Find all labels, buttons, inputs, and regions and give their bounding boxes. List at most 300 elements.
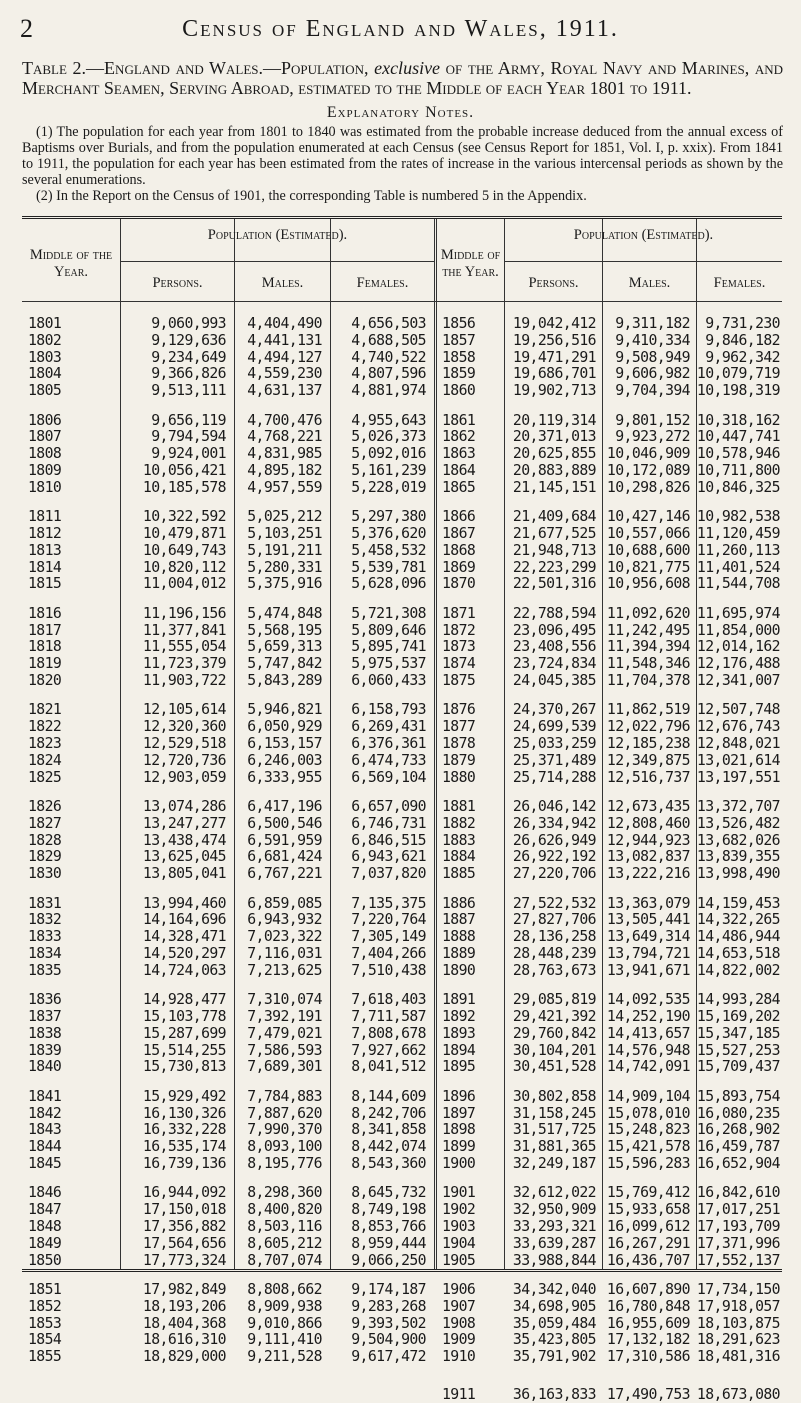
persons-cell: 29,760,842 — [512, 1024, 596, 1042]
females-cell: 13,839,355 — [696, 848, 780, 866]
males-cell: 7,990,370 — [247, 1121, 322, 1139]
year-cell: 1876 — [442, 701, 476, 719]
year-cell: 1852 — [28, 1297, 62, 1315]
males-cell: 7,023,322 — [247, 928, 322, 946]
females-cell: 6,376,361 — [351, 735, 426, 752]
females-cell: 15,347,185 — [696, 1024, 780, 1042]
persons-cell: 25,371,489 — [512, 751, 596, 769]
year-cell: 1818 — [28, 638, 62, 656]
persons-cell: 9,060,993 — [151, 315, 226, 332]
females-cell: 9,962,342 — [705, 348, 780, 366]
males-cell: 5,375,916 — [247, 575, 322, 593]
year-cell: 1865 — [442, 478, 476, 496]
page-header — [20, 14, 781, 44]
persons-cell: 16,944,092 — [142, 1184, 226, 1202]
females-cell: 5,376,620 — [351, 525, 426, 542]
males-cell: 10,172,089 — [606, 462, 690, 479]
year-cell: 1842 — [28, 1104, 62, 1122]
year-cell: 1890 — [442, 961, 476, 979]
males-cell: 6,050,929 — [247, 718, 322, 736]
persons-cell: 10,322,592 — [142, 508, 226, 526]
females-cell: 10,447,741 — [696, 428, 780, 446]
year-cell: 1883 — [442, 831, 476, 849]
year-cell: 1808 — [28, 445, 62, 463]
year-cell: 1872 — [442, 621, 476, 639]
year-cell: 1805 — [28, 382, 62, 400]
persons-cell: 15,514,255 — [142, 1041, 226, 1059]
persons-cell: 10,479,871 — [142, 525, 226, 542]
females-cell: 5,895,741 — [351, 638, 426, 656]
persons-cell: 12,720,736 — [142, 751, 226, 769]
females-cell: 10,711,800 — [696, 462, 780, 479]
year-cell: 1855 — [28, 1348, 62, 1366]
females-cell: 7,927,662 — [351, 1041, 426, 1059]
persons-cell: 32,249,187 — [512, 1155, 596, 1172]
year-cell: 1897 — [442, 1104, 476, 1122]
males-cell: 6,153,157 — [247, 735, 322, 752]
year-cell: 1902 — [442, 1201, 476, 1219]
explanatory-notes — [22, 124, 783, 204]
females-cell: 9,731,230 — [705, 315, 780, 332]
males-cell: 13,363,079 — [606, 894, 690, 912]
males-cell: 10,688,600 — [606, 541, 690, 559]
females-cell: 18,291,623 — [696, 1331, 780, 1349]
males-cell: 17,490,753 — [606, 1385, 690, 1403]
persons-cell: 33,293,321 — [512, 1218, 596, 1235]
females-cell: 10,318,162 — [696, 411, 780, 429]
females-cell: 15,709,437 — [696, 1058, 780, 1076]
persons-cell: 13,438,474 — [142, 831, 226, 849]
year-cell: 1879 — [442, 751, 476, 769]
persons-cell: 20,883,889 — [512, 462, 596, 479]
males-cell: 5,025,212 — [247, 508, 322, 526]
year-cell: 1898 — [442, 1121, 476, 1139]
males-cell: 13,505,441 — [606, 911, 690, 929]
males-cell: 8,400,820 — [247, 1201, 322, 1219]
header-persons-right: Persons. — [528, 275, 579, 291]
year-cell: 1904 — [442, 1234, 476, 1252]
females-cell: 4,656,503 — [351, 315, 426, 332]
year-cell: 1822 — [28, 718, 62, 736]
year-cell: 1875 — [442, 672, 476, 689]
year-cell: 1864 — [442, 462, 476, 479]
females-cell: 13,372,707 — [696, 798, 780, 815]
page-number: 2 — [20, 14, 33, 43]
females-cell: 7,404,266 — [351, 945, 426, 962]
year-cell: 1862 — [442, 428, 476, 446]
column-rule — [120, 219, 121, 1269]
persons-cell: 26,046,142 — [512, 798, 596, 815]
year-cell: 1834 — [28, 945, 62, 962]
males-cell: 16,436,707 — [606, 1251, 690, 1269]
males-cell: 10,298,826 — [606, 478, 690, 496]
year-cell: 1878 — [442, 735, 476, 752]
females-cell: 9,846,182 — [705, 331, 780, 349]
year-cell: 1889 — [442, 945, 476, 962]
year-cell: 1832 — [28, 911, 62, 929]
persons-cell: 13,805,041 — [142, 865, 226, 883]
females-cell: 14,993,284 — [696, 991, 780, 1009]
males-cell: 9,704,394 — [615, 382, 690, 400]
column-rule — [330, 219, 331, 1269]
persons-cell: 31,158,245 — [512, 1104, 596, 1122]
females-cell: 10,846,325 — [696, 478, 780, 496]
males-cell: 10,821,775 — [606, 558, 690, 576]
persons-cell: 18,193,206 — [142, 1297, 226, 1315]
females-cell: 10,578,946 — [696, 445, 780, 463]
females-cell: 5,161,239 — [351, 462, 426, 479]
persons-cell: 9,794,594 — [151, 428, 226, 446]
males-cell: 7,213,625 — [247, 961, 322, 979]
year-cell: 1819 — [28, 655, 62, 673]
persons-cell: 24,699,539 — [512, 718, 596, 736]
persons-cell: 23,096,495 — [512, 621, 596, 639]
year-cell: 1802 — [28, 331, 62, 349]
females-cell: 6,060,433 — [351, 672, 426, 689]
persons-cell: 21,677,525 — [512, 525, 596, 542]
persons-cell: 36,163,833 — [512, 1385, 596, 1403]
males-cell: 9,801,152 — [615, 411, 690, 429]
males-cell: 9,111,410 — [247, 1331, 322, 1349]
persons-cell: 11,004,012 — [142, 575, 226, 593]
females-cell: 18,103,875 — [696, 1314, 780, 1332]
females-cell: 14,822,002 — [696, 961, 780, 979]
year-cell: 1817 — [28, 621, 62, 639]
year-cell: 1841 — [28, 1087, 62, 1105]
females-cell: 9,504,900 — [351, 1331, 426, 1349]
males-cell: 9,311,182 — [615, 315, 690, 332]
year-cell: 1849 — [28, 1234, 62, 1252]
year-cell: 1894 — [442, 1041, 476, 1059]
header-males-right: Males. — [628, 275, 671, 291]
females-cell: 8,959,444 — [351, 1234, 426, 1252]
females-cell: 11,401,524 — [696, 558, 780, 576]
females-cell: 7,037,820 — [351, 865, 426, 883]
year-cell: 1867 — [442, 525, 476, 542]
males-cell: 6,681,424 — [247, 848, 322, 866]
persons-cell: 15,103,778 — [142, 1008, 226, 1025]
persons-cell: 9,656,119 — [151, 411, 226, 429]
year-cell: 1847 — [28, 1201, 62, 1219]
year-cell: 1845 — [28, 1155, 62, 1172]
year-cell: 1882 — [442, 814, 476, 832]
year-cell: 1804 — [28, 365, 62, 383]
persons-cell: 9,129,636 — [151, 331, 226, 349]
females-cell: 4,688,505 — [351, 331, 426, 349]
year-cell: 1892 — [442, 1008, 476, 1025]
persons-cell: 14,520,297 — [142, 945, 226, 962]
year-cell: 1838 — [28, 1024, 62, 1042]
year-cell: 1870 — [442, 575, 476, 593]
header-rule — [121, 261, 434, 262]
table-title — [22, 58, 783, 98]
year-cell: 1866 — [442, 508, 476, 526]
females-cell: 16,842,610 — [696, 1184, 780, 1202]
males-cell: 7,310,074 — [247, 991, 322, 1009]
year-cell: 1907 — [442, 1297, 476, 1315]
table-title-italic: exclusive — [374, 58, 441, 78]
females-cell: 12,507,748 — [696, 701, 780, 719]
males-cell: 11,242,495 — [606, 621, 690, 639]
females-cell: 14,159,453 — [696, 894, 780, 912]
males-cell: 11,704,378 — [606, 672, 690, 689]
females-cell: 8,645,732 — [351, 1184, 426, 1202]
year-cell: 1826 — [28, 798, 62, 815]
females-cell: 5,721,308 — [351, 604, 426, 622]
females-cell: 6,474,733 — [351, 751, 426, 769]
year-cell: 1888 — [442, 928, 476, 946]
persons-cell: 16,130,326 — [142, 1104, 226, 1122]
table-title-prefix: Table 2.—England and Wales.—Population, — [22, 58, 375, 78]
females-cell: 10,079,719 — [696, 365, 780, 383]
year-cell: 1828 — [28, 831, 62, 849]
females-cell: 16,652,904 — [696, 1155, 780, 1172]
header-middle-of-year-right: Middle of the Year. — [440, 247, 501, 280]
persons-cell: 28,136,258 — [512, 928, 596, 946]
males-cell: 17,310,586 — [606, 1348, 690, 1366]
note-1: (1) The population for each year from 1801 to 1840 was estimated from the probable increase deduced from the annual excess of Baptisms over Burials, and from the population enumerated at each Census (see Census Report for 1851, Vol. I, p. xxix). From 1841 to 1911, the population for each year has been estimated from the rates of increase in the various intercensal periods as shown by the several enumerations. — [22, 124, 783, 188]
persons-cell: 13,994,460 — [142, 894, 226, 912]
males-cell: 7,116,031 — [247, 945, 322, 962]
females-cell: 5,228,019 — [351, 478, 426, 496]
year-cell: 1821 — [28, 701, 62, 719]
females-cell: 17,193,709 — [696, 1218, 780, 1235]
females-cell: 5,975,537 — [351, 655, 426, 673]
persons-cell: 12,903,059 — [142, 768, 226, 786]
year-cell: 1895 — [442, 1058, 476, 1076]
persons-cell: 30,451,528 — [512, 1058, 596, 1076]
year-cell: 1837 — [28, 1008, 62, 1025]
persons-cell: 30,104,201 — [512, 1041, 596, 1059]
females-cell: 7,711,587 — [351, 1008, 426, 1025]
males-cell: 9,508,949 — [615, 348, 690, 366]
persons-cell: 23,724,834 — [512, 655, 596, 673]
column-rule — [602, 219, 603, 1269]
year-cell: 1856 — [442, 315, 476, 332]
males-cell: 4,559,230 — [247, 365, 322, 383]
males-cell: 11,862,519 — [606, 701, 690, 719]
females-cell: 11,695,974 — [696, 604, 780, 622]
males-cell: 12,185,238 — [606, 735, 690, 752]
running-title: Census of England and Wales, 1911. — [182, 16, 619, 42]
header-females-left: Females. — [356, 275, 409, 291]
males-cell: 5,103,251 — [247, 525, 322, 542]
persons-cell: 11,555,054 — [142, 638, 226, 656]
females-cell: 18,673,080 — [696, 1385, 780, 1403]
persons-cell: 26,626,949 — [512, 831, 596, 849]
year-cell: 1869 — [442, 558, 476, 576]
persons-cell: 16,332,228 — [142, 1121, 226, 1139]
females-cell: 12,676,743 — [696, 718, 780, 736]
females-cell: 4,807,596 — [351, 365, 426, 383]
year-cell: 1840 — [28, 1058, 62, 1076]
males-cell: 9,923,272 — [615, 428, 690, 446]
males-cell: 6,943,932 — [247, 911, 322, 929]
males-cell: 8,808,662 — [247, 1281, 322, 1298]
males-cell: 9,211,528 — [247, 1348, 322, 1366]
males-cell: 14,576,948 — [606, 1041, 690, 1059]
year-cell: 1871 — [442, 604, 476, 622]
year-cell: 1860 — [442, 382, 476, 400]
females-cell: 6,269,431 — [351, 718, 426, 736]
females-cell: 10,198,319 — [696, 382, 780, 400]
year-cell: 1863 — [442, 445, 476, 463]
persons-cell: 19,256,516 — [512, 331, 596, 349]
year-cell: 1851 — [28, 1281, 62, 1298]
females-cell: 11,260,113 — [696, 541, 780, 559]
females-cell: 5,026,373 — [351, 428, 426, 446]
year-cell: 1807 — [28, 428, 62, 446]
persons-cell: 26,334,942 — [512, 814, 596, 832]
females-cell: 13,998,490 — [696, 865, 780, 883]
females-cell: 16,459,787 — [696, 1138, 780, 1156]
persons-cell: 33,639,287 — [512, 1234, 596, 1252]
year-cell: 1896 — [442, 1087, 476, 1105]
year-cell: 1891 — [442, 991, 476, 1009]
year-cell: 1833 — [28, 928, 62, 946]
year-cell: 1810 — [28, 478, 62, 496]
females-cell: 7,220,764 — [351, 911, 426, 929]
notes-heading: Explanatory Notes. — [326, 104, 475, 121]
persons-cell: 31,881,365 — [512, 1138, 596, 1156]
males-cell: 8,605,212 — [247, 1234, 322, 1252]
year-cell: 1905 — [442, 1251, 476, 1269]
females-cell: 17,918,057 — [696, 1297, 780, 1315]
females-cell: 7,808,678 — [351, 1024, 426, 1042]
year-cell: 1829 — [28, 848, 62, 866]
year-cell: 1854 — [28, 1331, 62, 1349]
females-cell: 8,242,706 — [351, 1104, 426, 1122]
year-cell: 1900 — [442, 1155, 476, 1172]
persons-cell: 14,928,477 — [142, 991, 226, 1009]
table-title-suffix: of the Army, Royal Navy and Marines, and Merchant Seamen, Serving Abroad, estimated to the Middle of each Year 1801 to 1911. — [22, 58, 783, 98]
females-cell: 6,746,731 — [351, 814, 426, 832]
persons-cell: 12,529,518 — [142, 735, 226, 752]
persons-cell: 17,564,656 — [142, 1234, 226, 1252]
males-cell: 4,768,221 — [247, 428, 322, 446]
persons-cell: 34,342,040 — [512, 1281, 596, 1298]
males-cell: 10,427,146 — [606, 508, 690, 526]
females-cell: 6,657,090 — [351, 798, 426, 815]
persons-cell: 20,625,855 — [512, 445, 596, 463]
persons-cell: 9,513,111 — [151, 382, 226, 400]
males-cell: 10,557,066 — [606, 525, 690, 542]
year-cell: 1909 — [442, 1331, 476, 1349]
persons-cell: 26,922,192 — [512, 848, 596, 866]
males-cell: 8,909,938 — [247, 1297, 322, 1315]
year-cell: 1831 — [28, 894, 62, 912]
header-rule — [505, 261, 782, 262]
males-cell: 15,933,658 — [606, 1201, 690, 1219]
persons-cell: 31,517,725 — [512, 1121, 596, 1139]
year-cell: 1885 — [442, 865, 476, 883]
females-cell: 8,749,198 — [351, 1201, 426, 1219]
males-cell: 16,099,612 — [606, 1218, 690, 1235]
females-cell: 14,653,518 — [696, 945, 780, 962]
year-cell: 1812 — [28, 525, 62, 542]
persons-cell: 12,105,614 — [142, 701, 226, 719]
persons-cell: 15,730,813 — [142, 1058, 226, 1076]
females-cell: 8,442,074 — [351, 1138, 426, 1156]
females-cell: 8,341,858 — [351, 1121, 426, 1139]
center-double-rule — [434, 219, 437, 1269]
females-cell: 7,618,403 — [351, 991, 426, 1009]
persons-cell: 25,714,288 — [512, 768, 596, 786]
males-cell: 12,673,435 — [606, 798, 690, 815]
males-cell: 12,808,460 — [606, 814, 690, 832]
males-cell: 4,441,131 — [247, 331, 322, 349]
males-cell: 7,586,593 — [247, 1041, 322, 1059]
persons-cell: 22,501,316 — [512, 575, 596, 593]
persons-cell: 17,356,882 — [142, 1218, 226, 1235]
females-cell: 17,017,251 — [696, 1201, 780, 1219]
females-cell: 16,080,235 — [696, 1104, 780, 1122]
males-cell: 9,410,334 — [615, 331, 690, 349]
males-cell: 7,479,021 — [247, 1024, 322, 1042]
males-cell: 8,298,360 — [247, 1184, 322, 1202]
persons-cell: 19,471,291 — [512, 348, 596, 366]
persons-cell: 15,929,492 — [142, 1087, 226, 1105]
persons-cell: 11,377,841 — [142, 621, 226, 639]
population-table — [22, 216, 782, 1403]
year-cell: 1906 — [442, 1281, 476, 1298]
year-cell: 1825 — [28, 768, 62, 786]
persons-cell: 25,033,259 — [512, 735, 596, 752]
males-cell: 4,494,127 — [247, 348, 322, 366]
females-cell: 18,481,316 — [696, 1348, 780, 1366]
males-cell: 5,568,195 — [247, 621, 322, 639]
females-cell: 8,853,766 — [351, 1218, 426, 1235]
persons-cell: 22,223,299 — [512, 558, 596, 576]
persons-cell: 34,698,905 — [512, 1297, 596, 1315]
females-cell: 15,527,253 — [696, 1041, 780, 1059]
header-population-right: Population (Estimated). — [573, 227, 714, 243]
females-cell: 7,305,149 — [351, 928, 426, 946]
females-cell: 5,092,016 — [351, 445, 426, 463]
year-cell: 1893 — [442, 1024, 476, 1042]
persons-cell: 9,366,826 — [151, 365, 226, 383]
males-cell: 6,417,196 — [247, 798, 322, 815]
females-cell: 12,176,488 — [696, 655, 780, 673]
year-cell: 1850 — [28, 1251, 62, 1269]
persons-cell: 27,522,532 — [512, 894, 596, 912]
males-cell: 4,895,182 — [247, 462, 322, 479]
year-cell: 1899 — [442, 1138, 476, 1156]
persons-cell: 18,616,310 — [142, 1331, 226, 1349]
persons-cell: 33,988,844 — [512, 1251, 596, 1269]
year-cell: 1820 — [28, 672, 62, 689]
persons-cell: 10,185,578 — [142, 478, 226, 496]
males-cell: 8,093,100 — [247, 1138, 322, 1156]
females-cell: 9,066,250 — [351, 1251, 426, 1269]
persons-cell: 27,220,706 — [512, 865, 596, 883]
year-cell: 1814 — [28, 558, 62, 576]
males-cell: 15,421,578 — [606, 1138, 690, 1156]
persons-cell: 19,686,701 — [512, 365, 596, 383]
males-cell: 9,010,866 — [247, 1314, 322, 1332]
males-cell: 16,267,291 — [606, 1234, 690, 1252]
header-persons-left: Persons. — [152, 275, 203, 291]
persons-cell: 19,042,412 — [512, 315, 596, 332]
males-cell: 5,747,842 — [247, 655, 322, 673]
females-cell: 4,955,643 — [351, 411, 426, 429]
females-cell: 17,371,996 — [696, 1234, 780, 1252]
females-cell: 16,268,902 — [696, 1121, 780, 1139]
year-cell: 1873 — [442, 638, 476, 656]
females-cell: 6,158,793 — [351, 701, 426, 719]
males-cell: 13,941,671 — [606, 961, 690, 979]
year-cell: 1801 — [28, 315, 62, 332]
